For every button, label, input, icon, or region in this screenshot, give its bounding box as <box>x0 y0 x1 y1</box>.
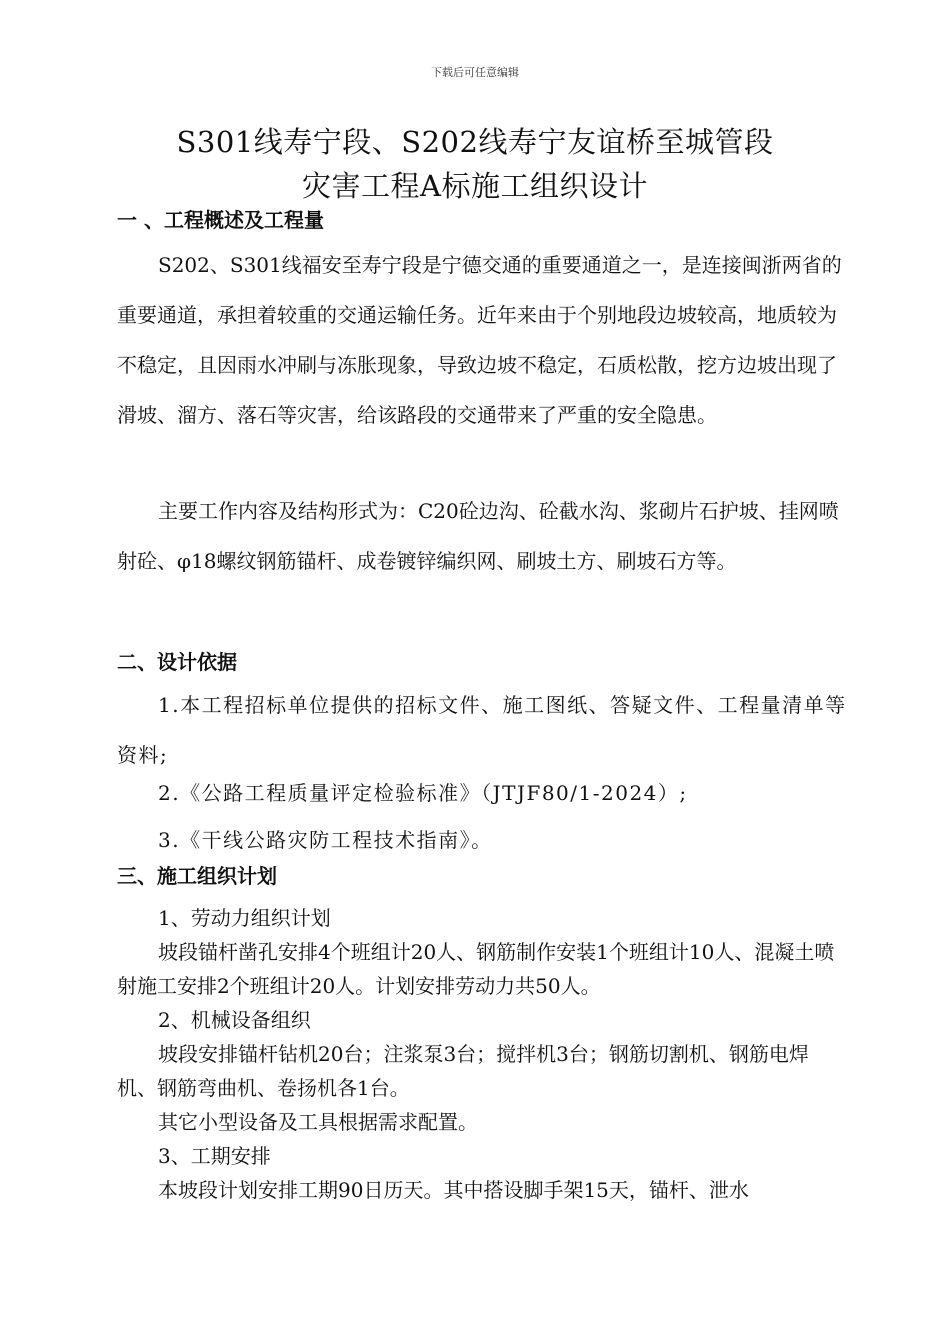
section-2-heading: 二、设计依据 <box>117 650 237 674</box>
section-3-sub-1-text: 坡段锚杆凿孔安排4个班组计20人、钢筋制作安装1个班组计10人、混凝土喷射施工安排2个班组计20人。计划安排劳动力共50人。 <box>117 940 835 998</box>
header-note: 下载后可任意编辑 <box>431 66 519 79</box>
section-3-sub-3-title: 3、工期安排 <box>158 1144 271 1168</box>
section-2-item-2: 2.《公路工程质量评定检验标准》（JTJF80/1-2024）; <box>158 781 688 805</box>
document-title-line-2: 灾害工程A标施工组织设计 <box>302 169 648 203</box>
section-3-sub-2-text: 坡段安排锚杆钻机20台；注浆泵3台；搅拌机3台；钢筋切割机、钢筋电焊机、钢筋弯曲机、卷扬机各1台。 <box>117 1042 809 1100</box>
section-3-sub-3-text: 本坡段计划安排工期90日历天。其中搭设脚手架15天，锚杆、泄水 <box>158 1178 749 1202</box>
section-1-paragraph-2: 主要工作内容及结构形式为：C20砼边沟、砼截水沟、浆砌片石护坡、挂网喷射砼、φ18螺纹钢筋锚杆、成卷镀锌编织网、刷坡土方、刷坡石方等。 <box>117 499 839 573</box>
section-1-paragraph-1: S202、S301线福安至寿宁段是宁德交通的重要通道之一，是连接闽浙两省的重要通道，承担着较重的交通运输任务。近年来由于个别地段边坡较高，地质较为不稳定，且因雨水冲刷与冻胀现象，导致边坡不稳定，石质松散，挖方边坡出现了滑坡、溜方、落石等灾害，给该路段的交通带来了严重的安全隐患。 <box>117 253 842 427</box>
section-3-heading: 三、施工组织计划 <box>117 864 277 888</box>
section-3-sub-2-text-2: 其它小型设备及工具根据需求配置。 <box>158 1110 478 1134</box>
section-3-sub-1-title: 1、劳动力组织计划 <box>158 906 331 930</box>
section-2-item-3: 3.《干线公路灾防工程技术指南》。 <box>158 828 493 852</box>
section-3-sub-2-title: 2、机械设备组织 <box>158 1008 311 1032</box>
section-1-heading: 一 、工程概述及工程量 <box>117 208 324 232</box>
document-title-line-1: S301线寿宁段、S202线寿宁友谊桥至城管段 <box>176 125 774 159</box>
section-2-item-1: 1.本工程招标单位提供的招标文件、施工图纸、答疑文件、工程量清单等资料; <box>117 693 847 767</box>
